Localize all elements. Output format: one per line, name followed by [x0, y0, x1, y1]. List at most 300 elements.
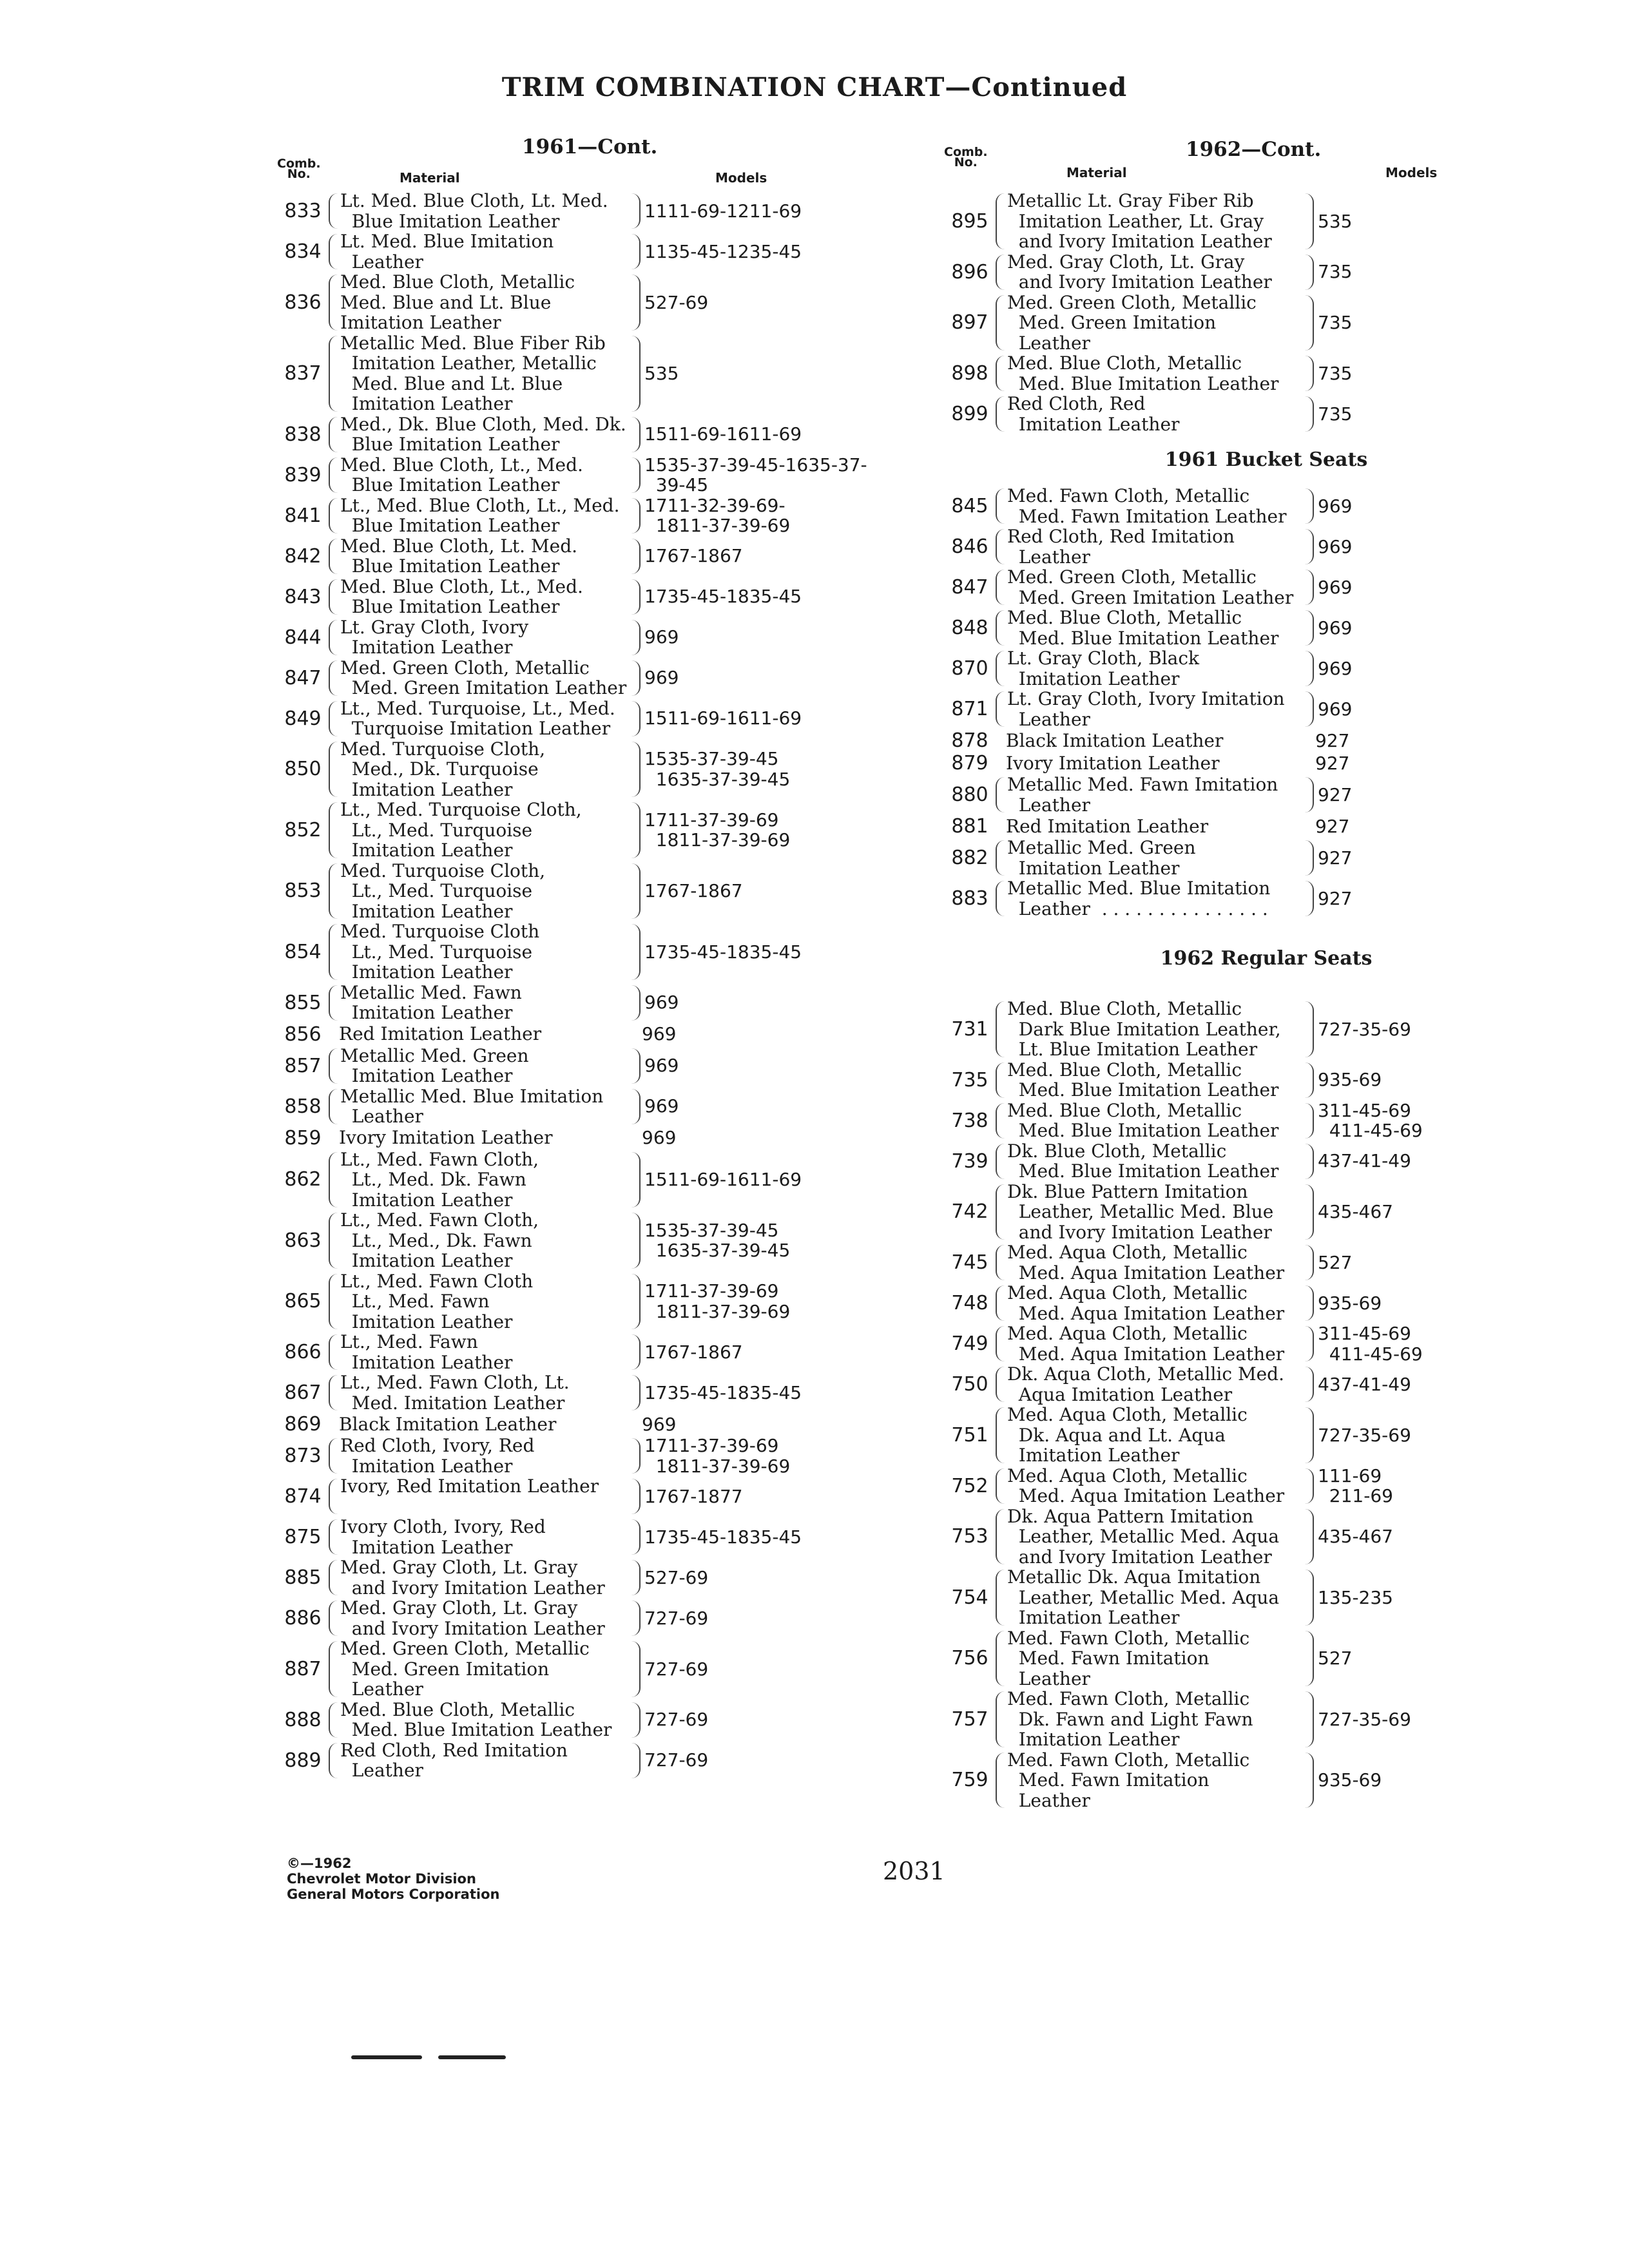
trim-row — [277, 1476, 896, 1517]
trim-row — [277, 1413, 896, 1436]
comb-number: 895 — [951, 209, 988, 233]
models-text: 1767-1867 — [644, 545, 743, 567]
trim-row — [944, 567, 1460, 608]
comb-number: 865 — [284, 1290, 322, 1313]
left-brace — [996, 1326, 1007, 1361]
comb-number: 869 — [284, 1413, 322, 1436]
trim-row — [944, 999, 1460, 1060]
left-brace — [329, 193, 340, 229]
page-number: 2031 — [883, 1857, 945, 1885]
material-text: Red Cloth, Ivory, Red Imitation Leather — [340, 1435, 535, 1477]
comb-number: 749 — [951, 1332, 988, 1355]
models-text: 935-69 — [1318, 1769, 1382, 1791]
material-text: Lt. Med. Blue Imitation Leather — [340, 231, 554, 273]
right-brace — [630, 1274, 641, 1330]
page-title: TRIM COMBINATION CHART—Continued — [501, 72, 1128, 102]
left-brace — [996, 1062, 1007, 1098]
comb-number: 751 — [951, 1423, 988, 1446]
left-brace — [329, 1438, 340, 1474]
comb-number: 756 — [951, 1647, 988, 1670]
trim-row — [277, 1517, 896, 1557]
models-text: 727-35-69 — [1318, 1424, 1411, 1446]
material-text: Metallic Lt. Gray Fiber Rib Imitation Leather, Lt. Gray and Ivory Imitation Leather — [1007, 190, 1272, 252]
material-text: Med. Gray Cloth, Lt. Gray and Ivory Imitation Leather — [340, 1557, 605, 1599]
material-text: Med. Aqua Cloth, Metallic Med. Aqua Imitation Leather — [1007, 1282, 1285, 1324]
left-brace — [996, 610, 1007, 646]
models-text: 435-467 — [1318, 1201, 1393, 1222]
bucket-rows — [944, 486, 1460, 919]
models-text: 969 — [1318, 657, 1353, 679]
right-brace — [630, 1089, 641, 1124]
left-brace — [996, 1753, 1007, 1809]
comb-no-label: Comb. No. — [944, 145, 988, 169]
models-text: 969 — [644, 667, 679, 689]
left-brace — [996, 255, 1007, 290]
material-text: Metallic Med. Blue Imitation Leather . . . . . . . . . . . . . . . — [1007, 878, 1271, 919]
left-brace — [996, 356, 1007, 391]
right-brace — [630, 1152, 641, 1208]
models-text: 1535-37-39-45 1635-37-39-45 — [644, 1219, 791, 1262]
material-label: Material — [400, 170, 460, 186]
material-text: Med. Aqua Cloth, Metallic Med. Aqua Imitation Leather — [1007, 1242, 1285, 1283]
left-brace — [329, 1641, 340, 1697]
comb-number: 863 — [284, 1229, 322, 1252]
models-text: 535 — [644, 362, 679, 384]
trim-row — [944, 774, 1460, 815]
models-text: 1511-69-1611-69 — [644, 1169, 802, 1190]
trim-row — [944, 394, 1460, 434]
models-text: 1735-45-1835-45 — [644, 1526, 802, 1548]
comb-number: 874 — [284, 1485, 322, 1508]
right-brace — [1304, 1245, 1314, 1280]
models-text: 1767-1867 — [644, 1341, 743, 1363]
left-brace — [996, 1509, 1007, 1565]
scan-smudge — [351, 2055, 422, 2059]
right-brace — [1304, 1062, 1314, 1098]
material-text: Med. Blue Cloth, Metallic Med. Blue Imitation Leather — [1007, 352, 1279, 394]
material-text: Metallic Med. Green Imitation Leather — [1007, 837, 1196, 879]
left-brace — [329, 1089, 340, 1124]
trim-row — [944, 1141, 1460, 1182]
right-brace — [1304, 651, 1314, 686]
left-brace — [996, 1570, 1007, 1626]
trim-row — [944, 729, 1460, 752]
material-text: Black Imitation Leather — [1006, 729, 1224, 751]
models-text: 969 — [642, 1413, 677, 1435]
right-brace — [630, 1641, 641, 1697]
trim-row — [277, 1271, 896, 1332]
material-text: Red Cloth, Red Imitation Leather — [1007, 393, 1180, 435]
material-text: Med. Turquoise Cloth, Med., Dk. Turquoise Imitation Leather — [340, 738, 546, 800]
comb-number: 859 — [284, 1126, 322, 1149]
material-text: Red Imitation Leather — [1006, 815, 1209, 837]
comb-number: 742 — [951, 1200, 988, 1224]
comb-number: 848 — [951, 617, 988, 639]
trim-row — [277, 1210, 896, 1271]
comb-number: 841 — [284, 504, 322, 527]
trim-row — [944, 1283, 1460, 1323]
left-brace — [996, 488, 1007, 524]
material-text: Med. Turquoise Cloth, Lt., Med. Turquoise Imitation Leather — [340, 860, 546, 922]
models-label: Models — [715, 170, 767, 186]
comb-number: 833 — [284, 200, 322, 222]
trim-row — [944, 1100, 1460, 1141]
models-text: 969 — [644, 1055, 679, 1077]
regular-rows — [944, 999, 1460, 1811]
trim-row — [944, 486, 1460, 526]
right-brace — [630, 660, 641, 696]
left-brace — [329, 1375, 340, 1410]
right-brace — [630, 1519, 641, 1555]
models-text: 969 — [642, 1023, 677, 1045]
left-brace — [996, 1144, 1007, 1179]
models-text: 1535-37-39-45 1635-37-39-45 — [644, 748, 791, 790]
left-brace — [996, 570, 1007, 605]
trim-row — [277, 698, 896, 739]
left-brace — [996, 1631, 1007, 1687]
footer-corporation: General Motors Corporation — [287, 1887, 500, 1902]
right-brace — [630, 274, 641, 331]
material-text: Lt., Med. Fawn Cloth, Lt. Med. Imitation Leather — [340, 1372, 570, 1414]
trim-row — [944, 838, 1460, 878]
models-text: 1735-45-1835-45 — [644, 586, 802, 608]
right-brace — [1304, 610, 1314, 646]
material-text: Med. Blue Cloth, Metallic Med. Blue Imitation Leather — [340, 1698, 612, 1740]
comb-number: 748 — [951, 1292, 988, 1314]
comb-number: 753 — [951, 1525, 988, 1548]
trim-row — [277, 1127, 896, 1149]
comb-number: 885 — [284, 1566, 322, 1589]
comb-number: 855 — [284, 991, 322, 1014]
comb-number: 752 — [951, 1474, 988, 1497]
right-brace — [1304, 1367, 1314, 1402]
trim-row — [277, 1149, 896, 1211]
left-brace — [996, 840, 1007, 876]
left-brace — [329, 985, 340, 1021]
trim-row — [944, 689, 1460, 729]
right-brace — [1304, 691, 1314, 727]
material-text: Med. Aqua Cloth, Metallic Med. Aqua Imitation Leather — [1007, 1323, 1285, 1365]
trim-row — [944, 1182, 1460, 1243]
scan-smudge — [438, 2055, 506, 2059]
models-text: 927 — [1318, 783, 1353, 805]
material-text: Metallic Med. Blue Imitation Leather — [340, 1085, 604, 1127]
left-brace — [996, 777, 1007, 812]
material-text: Red Cloth, Red Imitation Leather — [1007, 526, 1235, 568]
models-text: 527-69 — [644, 291, 709, 313]
models-text: 727-35-69 — [1318, 1018, 1411, 1040]
left-brace — [329, 1213, 340, 1269]
models-text: 969 — [1318, 495, 1353, 517]
right-brace — [1304, 1631, 1314, 1687]
left-brace — [996, 1407, 1007, 1463]
comb-number: 745 — [951, 1251, 988, 1274]
trim-row — [944, 353, 1460, 394]
comb-number: 871 — [951, 698, 988, 720]
left-brace — [329, 1600, 340, 1636]
left-brace — [996, 1285, 1007, 1321]
material-text: Med. Gray Cloth, Lt. Gray and Ivory Imitation Leather — [1007, 251, 1272, 293]
comb-number: 838 — [284, 423, 322, 446]
left-brace — [329, 863, 340, 919]
material-text: Dk. Aqua Cloth, Metallic Med. Aqua Imitation Leather — [1007, 1363, 1285, 1405]
comb-number: 897 — [951, 311, 988, 334]
left-brace — [996, 881, 1007, 916]
right-column-header — [944, 135, 1460, 191]
right-brace — [630, 193, 641, 229]
right-brace — [630, 742, 641, 798]
right-brace — [1304, 1285, 1314, 1321]
comb-number: 739 — [951, 1149, 988, 1173]
models-text: 435-467 — [1318, 1526, 1393, 1547]
comb-number: 754 — [951, 1586, 988, 1609]
material-text: Metallic Dk. Aqua Imitation Leather, Metallic Med. Aqua Imitation Leather — [1007, 1566, 1280, 1628]
models-text: 969 — [1318, 617, 1353, 639]
right-brace — [630, 1479, 641, 1514]
trim-row — [277, 1740, 896, 1781]
models-text: 1135-45-1235-45 — [644, 240, 802, 262]
models-text: 735 — [1318, 403, 1353, 425]
right-brace — [1304, 1326, 1314, 1361]
models-text: 135-235 — [1318, 1586, 1393, 1608]
left-brace — [329, 660, 340, 696]
material-text: Red Imitation Leather — [339, 1023, 542, 1045]
right-brace — [1304, 488, 1314, 524]
models-text: 1111-69-1211-69 — [644, 200, 802, 222]
trim-row — [277, 495, 896, 536]
right-brace — [630, 1702, 641, 1738]
material-text: Med. Fawn Cloth, Metallic Med. Fawn Imitation Leather — [1007, 1627, 1250, 1689]
material-label: Material — [1066, 165, 1127, 180]
material-text: Lt., Med. Fawn Cloth, Lt., Med., Dk. Fawn Imitation Leather — [340, 1209, 539, 1271]
trim-row — [944, 1364, 1460, 1405]
material-text: Red Cloth, Red Imitation Leather — [340, 1739, 568, 1781]
left-brace — [996, 1001, 1007, 1057]
comb-number: 875 — [284, 1526, 322, 1548]
material-text: Ivory, Red Imitation Leather — [340, 1475, 599, 1497]
material-text: Med. Fawn Cloth, Metallic Med. Fawn Imitation Leather — [1007, 485, 1287, 527]
trim-row — [944, 1506, 1460, 1568]
trim-row — [944, 252, 1460, 293]
left-column — [277, 135, 896, 1781]
comb-number: 867 — [284, 1381, 322, 1404]
footer-division: Chevrolet Motor Division — [287, 1871, 476, 1887]
material-text: Lt., Med. Fawn Cloth Lt., Med. Fawn Imitation Leather — [340, 1270, 534, 1332]
right-brace — [630, 802, 641, 858]
trim-row — [277, 1639, 896, 1700]
models-text: 1735-45-1835-45 — [644, 1381, 802, 1403]
trim-row — [944, 752, 1460, 774]
trim-row — [944, 1628, 1460, 1689]
left-brace — [329, 1702, 340, 1738]
left-brace — [329, 234, 340, 269]
comb-number: 837 — [284, 362, 322, 385]
trim-row — [277, 1086, 896, 1127]
left-brace — [329, 1048, 340, 1084]
left-brace — [996, 1468, 1007, 1504]
material-text: Lt., Med. Fawn Imitation Leather — [340, 1331, 513, 1373]
trim-row — [944, 526, 1460, 567]
models-text: 437-41-49 — [1318, 1373, 1411, 1395]
left-column-header — [277, 135, 896, 191]
models-text: 969 — [644, 992, 679, 1014]
right-brace — [1304, 396, 1314, 432]
material-text: Metallic Med. Fawn Imitation Leather — [340, 981, 522, 1023]
right-brace — [630, 1600, 641, 1636]
trim-row — [277, 333, 896, 414]
material-text: Lt. Gray Cloth, Ivory Imitation Leather — [340, 616, 529, 658]
left-brace — [329, 1479, 340, 1514]
section-title-bucket-seats: 1961 Bucket Seats — [1164, 448, 1368, 471]
right-brace — [630, 539, 641, 574]
left-brace — [329, 1152, 340, 1208]
right-brace — [630, 457, 641, 493]
comb-number: 847 — [284, 666, 322, 689]
right-brace — [1304, 1103, 1314, 1139]
right-brace — [1304, 529, 1314, 564]
comb-number: 843 — [284, 585, 322, 608]
comb-number: 845 — [951, 495, 988, 517]
material-text: Med. Blue Cloth, Metallic Med. Blue Imitation Leather — [1007, 1099, 1279, 1141]
trim-row — [277, 617, 896, 658]
right-brace — [630, 863, 641, 919]
comb-no-label: Comb. No. — [277, 157, 321, 181]
left-brace — [329, 1334, 340, 1370]
comb-number: 870 — [951, 657, 988, 680]
material-text: Ivory Imitation Leather — [1006, 752, 1220, 774]
trim-row — [944, 1323, 1460, 1364]
left-brace — [996, 529, 1007, 564]
left-brace — [329, 742, 340, 798]
comb-number: 836 — [284, 291, 322, 314]
right-brace — [1304, 1407, 1314, 1463]
trim-row — [944, 1466, 1460, 1506]
left-brace — [329, 1519, 340, 1555]
material-text: Med. Green Cloth, Metallic Med. Green Imitation Leather — [340, 1638, 590, 1700]
right-brace — [630, 1560, 641, 1595]
comb-number: 735 — [951, 1068, 988, 1091]
right-brace — [1304, 1144, 1314, 1179]
material-text: Ivory Cloth, Ivory, Red Imitation Leather — [340, 1516, 546, 1558]
models-text: 1735-45-1835-45 — [644, 941, 802, 963]
material-text: Med. Aqua Cloth, Metallic Dk. Aqua and Lt. Aqua Imitation Leather — [1007, 1404, 1248, 1466]
models-text: 727-69 — [644, 1658, 709, 1680]
left-brace — [996, 1245, 1007, 1280]
comb-number: 880 — [951, 783, 988, 806]
comb-number: 854 — [284, 940, 322, 963]
material-text: Med. Green Cloth, Metallic Med. Green Imitation Leather — [1007, 291, 1257, 354]
models-text: 111-69 211-69 — [1318, 1465, 1393, 1506]
material-text: Med. Blue Cloth, Lt., Med. Blue Imitation Leather — [340, 454, 583, 495]
trim-row — [944, 1567, 1460, 1628]
models-text: 437-41-49 — [1318, 1150, 1411, 1172]
models-text: 927 — [1315, 752, 1350, 774]
trim-row — [944, 878, 1460, 919]
right-brace — [1304, 1001, 1314, 1057]
comb-number: 887 — [284, 1657, 322, 1680]
left-brace — [329, 457, 340, 493]
comb-number: 898 — [951, 362, 988, 385]
left-rows — [277, 191, 896, 1781]
right-brace — [1304, 777, 1314, 812]
comb-number: 878 — [951, 729, 988, 752]
left-brace — [329, 1743, 340, 1778]
right-brace — [1304, 255, 1314, 290]
material-text: Med. Fawn Cloth, Metallic Med. Fawn Imitation Leather — [1007, 1749, 1250, 1811]
trim-row — [944, 1242, 1460, 1283]
material-text: Metallic Med. Green Imitation Leather — [340, 1044, 529, 1086]
comb-number: 889 — [284, 1749, 322, 1772]
material-text: Med. Gray Cloth, Lt. Gray and Ivory Imitation Leather — [340, 1597, 605, 1639]
models-text: 935-69 — [1318, 1069, 1382, 1091]
comb-number: 844 — [284, 626, 322, 649]
right-brace — [630, 985, 641, 1021]
left-brace — [996, 1691, 1007, 1747]
trim-row — [277, 800, 896, 861]
right-brace — [1304, 1468, 1314, 1504]
footer-copyright: ©—1962 — [287, 1856, 352, 1871]
left-brace — [329, 1274, 340, 1330]
left-brace — [996, 1367, 1007, 1402]
left-brace — [329, 802, 340, 858]
comb-number: 847 — [951, 576, 988, 599]
material-text: Lt., Med. Fawn Cloth, Lt., Med. Dk. Fawn Imitation Leather — [340, 1148, 539, 1211]
trim-row — [277, 1332, 896, 1372]
comb-number: 883 — [951, 887, 988, 910]
material-text: Med. Green Cloth, Metallic Med. Green Imitation Leather — [1007, 566, 1294, 608]
models-text: 735 — [1318, 362, 1353, 384]
comb-number: 862 — [284, 1168, 322, 1191]
left-brace — [329, 274, 340, 331]
models-text: 1767-1867 — [644, 880, 743, 901]
trim-row — [277, 1598, 896, 1639]
material-text: Dk. Blue Pattern Imitation Leather, Metallic Med. Blue and Ivory Imitation Leather — [1007, 1180, 1274, 1243]
models-text: 927 — [1315, 729, 1350, 751]
section-title-regular-seats: 1962 Regular Seats — [1160, 947, 1373, 970]
material-text: Med. Blue Cloth, Metallic Med. Blue and Lt. Blue Imitation Leather — [340, 271, 575, 333]
material-text: Dk. Aqua Pattern Imitation Leather, Metallic Med. Aqua and Ivory Imitation Leather — [1007, 1505, 1280, 1568]
comb-number: 842 — [284, 544, 322, 568]
models-text: 735 — [1318, 261, 1353, 283]
left-brace — [996, 1103, 1007, 1139]
material-text: Dk. Blue Cloth, Metallic Med. Blue Imitation Leather — [1007, 1140, 1279, 1182]
models-text: 527 — [1318, 1648, 1353, 1669]
models-text: 1535-37-39-45-1635-37- 39-45 — [644, 454, 867, 495]
right-brace — [630, 620, 641, 655]
comb-number: 866 — [284, 1341, 322, 1363]
models-text: 935-69 — [1318, 1292, 1382, 1314]
models-text: 311-45-69 411-45-69 — [1318, 1323, 1423, 1365]
right-brace — [1304, 1753, 1314, 1809]
material-text: Lt. Gray Cloth, Black Imitation Leather — [1007, 648, 1200, 689]
models-text: 1711-37-39-69 1811-37-39-69 — [644, 1280, 791, 1322]
trim-row — [944, 1689, 1460, 1750]
right-brace — [1304, 881, 1314, 916]
material-text: Med. Fawn Cloth, Metallic Dk. Fawn and Light Fawn Imitation Leather — [1007, 1688, 1253, 1750]
trim-row — [277, 1557, 896, 1598]
models-text: 927 — [1318, 847, 1353, 869]
trim-row — [277, 536, 896, 577]
right-column — [944, 135, 1460, 1811]
right-brace — [630, 924, 641, 980]
comb-number: 886 — [284, 1607, 322, 1629]
models-text: 1711-32-39-69- 1811-37-39-69 — [644, 494, 791, 536]
left-brace — [996, 396, 1007, 432]
right-brace — [1304, 193, 1314, 249]
comb-number: 852 — [284, 818, 322, 841]
right-brace — [630, 498, 641, 533]
models-text: 727-69 — [644, 1709, 709, 1731]
